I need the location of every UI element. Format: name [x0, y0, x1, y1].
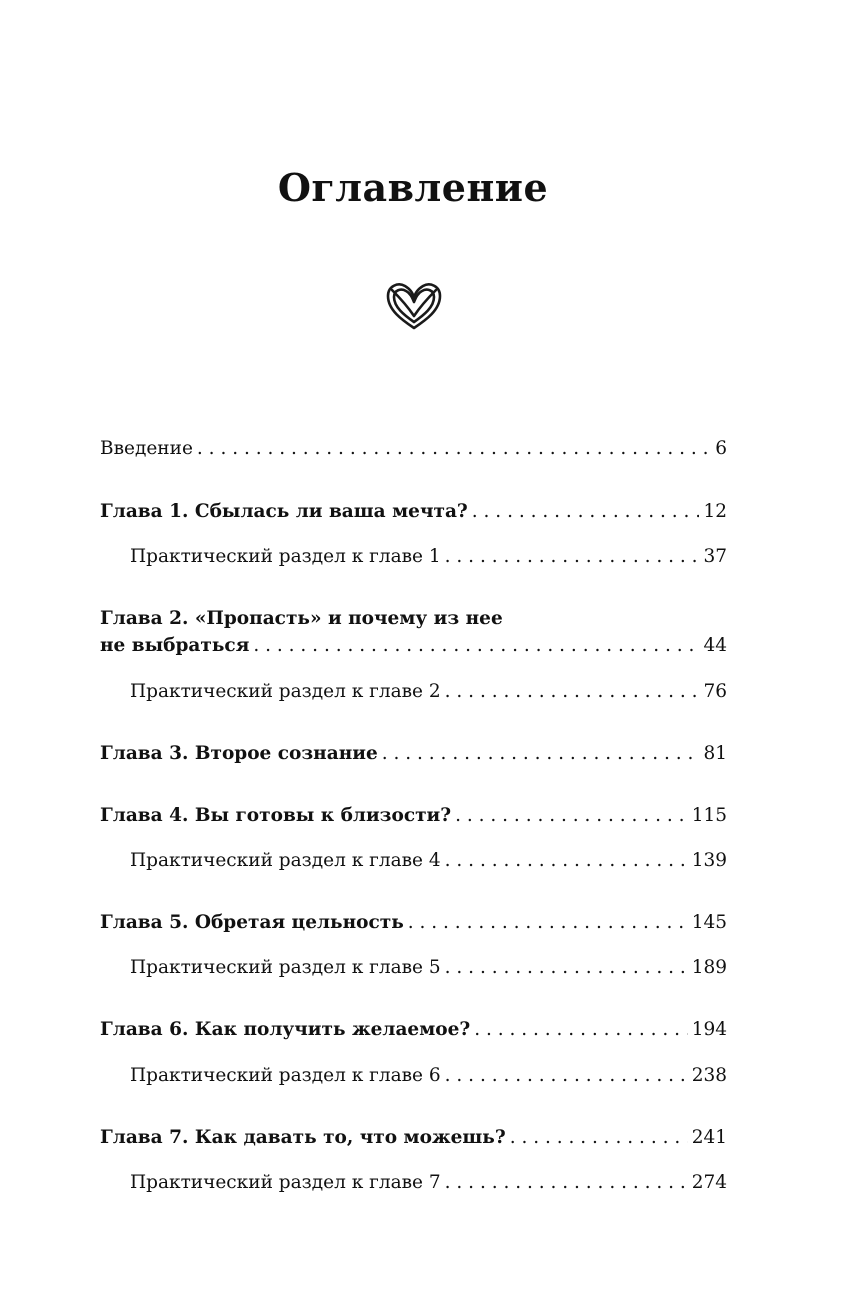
dot-leader [382, 742, 700, 766]
toc-entry-chapter-4[interactable] [100, 804, 727, 828]
toc-entry-label: Практический раздел к главе 4 [130, 850, 441, 871]
toc-page-number: 115 [691, 805, 727, 826]
dot-leader [474, 1018, 687, 1042]
toc-entry-practice-1[interactable] [130, 545, 727, 569]
toc-page-number: 189 [691, 957, 727, 978]
toc-page-number: 145 [691, 912, 727, 933]
toc-entry-label: Практический раздел к главе 5 [130, 957, 441, 978]
toc-entry-label: Практический раздел к главе 7 [130, 1172, 441, 1193]
toc-entry-practice-5[interactable] [130, 956, 727, 980]
toc-entry-label: Глава 5. Обретая цельность [100, 912, 404, 933]
dot-leader [445, 545, 700, 569]
toc-entry-chapter-7[interactable] [100, 1126, 727, 1150]
toc-page-number: 238 [691, 1065, 727, 1086]
toc-page-number: 139 [691, 850, 727, 871]
toc-page-number: 37 [703, 546, 727, 567]
toc-entry-chapter-2[interactable] [100, 634, 727, 658]
toc-entry-label: Глава 4. Вы готовы к близости? [100, 805, 452, 826]
toc-entry-practice-4[interactable] [130, 849, 727, 873]
toc-page-number: 274 [691, 1172, 727, 1193]
dot-leader [253, 634, 699, 658]
toc-entry-practice-7[interactable] [130, 1171, 727, 1195]
toc-entry-label: не выбраться [100, 635, 250, 656]
toc-entry-label: Практический раздел к главе 1 [130, 546, 441, 567]
dot-leader [445, 1064, 688, 1088]
toc-page-number: 76 [703, 681, 727, 702]
toc-entry-label: Введение [100, 438, 193, 459]
page-title: Оглавление [277, 165, 549, 210]
toc-entry-chapter-3[interactable] [100, 742, 727, 766]
toc-entry-chapter-1[interactable] [100, 500, 727, 524]
toc-entry-practice-6[interactable] [130, 1064, 727, 1088]
toc-page-number: 194 [691, 1019, 727, 1040]
dot-leader [445, 1171, 688, 1195]
toc-entry-label: Глава 3. Второе сознание [100, 743, 378, 764]
toc-page-number: 241 [691, 1127, 727, 1148]
toc-entry-practice-2[interactable] [130, 680, 727, 704]
toc-entry-label: Глава 6. Как получить желаемое? [100, 1019, 471, 1040]
toc-entry-label: Практический раздел к главе 2 [130, 681, 441, 702]
dot-leader [510, 1126, 688, 1150]
toc-page-number: 44 [703, 635, 727, 656]
dot-leader [472, 500, 700, 524]
toc-entry-chapter-6[interactable] [100, 1018, 727, 1042]
toc-entry-label: Глава 1. Сбылась ли ваша мечта? [100, 501, 468, 522]
double-heart-icon [382, 278, 446, 334]
toc-page-number: 12 [703, 501, 727, 522]
toc-entry-intro[interactable] [100, 437, 727, 461]
dot-leader [455, 804, 688, 828]
toc-entry-chapter-5[interactable] [100, 911, 727, 935]
dot-leader [445, 849, 688, 873]
toc-entry-chapter-2-line-1[interactable]: Глава 2. «Пропасть» и почему из нее [100, 608, 503, 629]
toc-page-number: 81 [703, 743, 727, 764]
toc-page-number: 6 [715, 438, 727, 459]
toc-entry-label: Глава 7. Как давать то, что можешь? [100, 1127, 506, 1148]
dot-leader [197, 437, 711, 461]
dot-leader [445, 956, 688, 980]
dot-leader [445, 680, 700, 704]
dot-leader [408, 911, 688, 935]
toc-entry-label: Практический раздел к главе 6 [130, 1065, 441, 1086]
